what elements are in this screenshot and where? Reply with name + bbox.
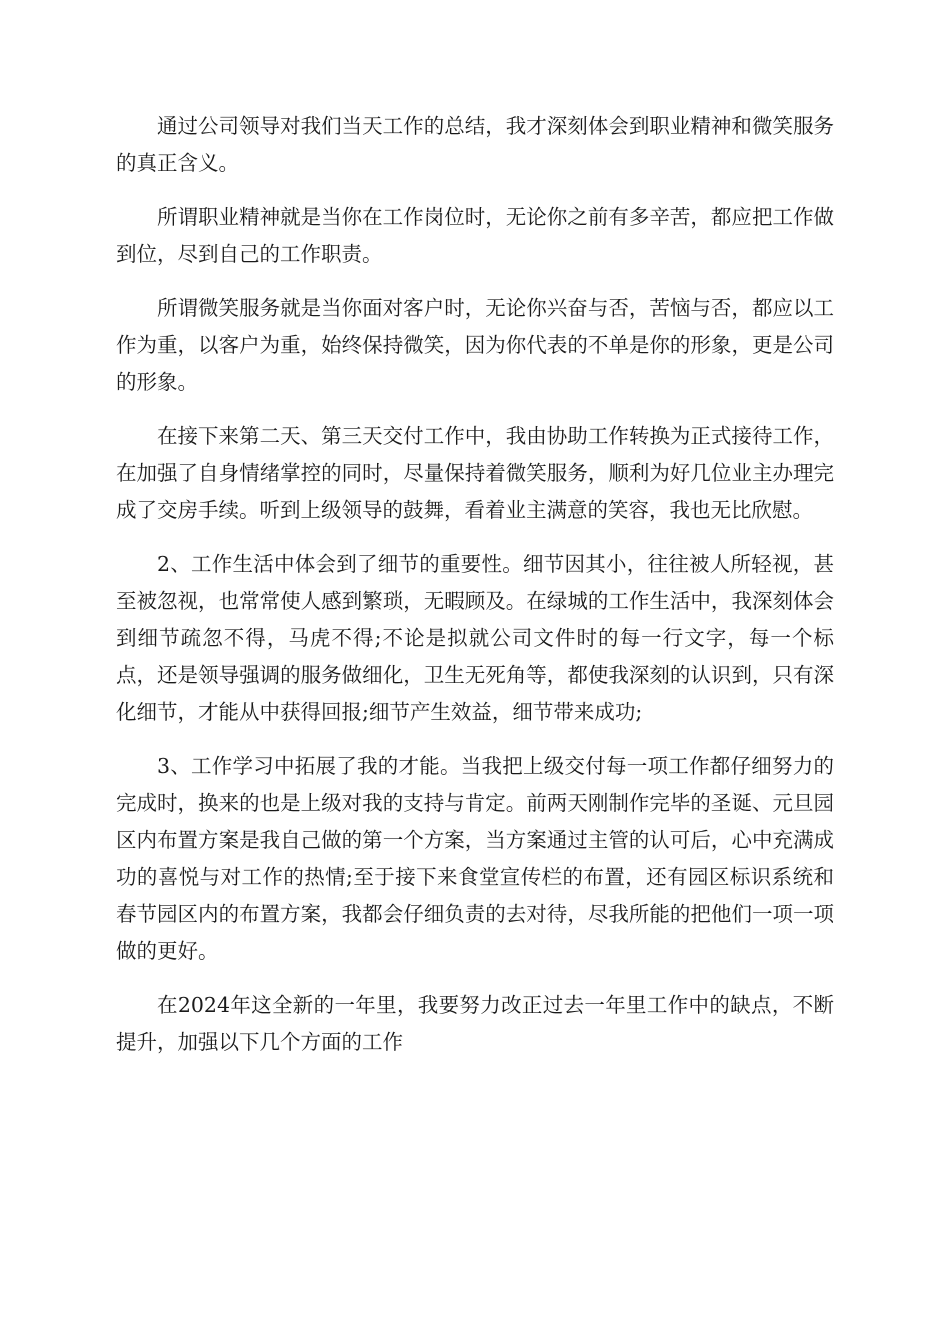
paragraph-1: 通过公司领导对我们当天工作的总结，我才深刻体会到职业精神和微笑服务的真正含义。 — [116, 114, 834, 175]
paragraph-5: 2、工作生活中体会到了细节的重要性。细节因其小，往往被人所轻视，甚至被忽视，也常常使人感到繁琐，无暇顾及。在绿城的工作生活中，我深刻体会到细节疏忽不得，马虎不得;不论是拟就公司文件时的每一行文字，每一个标点，还是领导强调的服务做细化，卫生无死角等，都使我深刻的认识到，只有深化细节，才能从中获得回报;细节产生效益，细节带来成功; — [116, 552, 834, 724]
paragraph-2: 所谓职业精神就是当你在工作岗位时，无论你之前有多辛苦，都应把工作做到位，尽到自己的工作职责。 — [116, 205, 834, 266]
paragraph-7: 在2024年这全新的一年里，我要努力改正过去一年里工作中的缺点，不断提升，加强以下几个方面的工作 — [116, 993, 834, 1054]
paragraph-3: 所谓微笑服务就是当你面对客户时，无论你兴奋与否，苦恼与否，都应以工作为重，以客户为重，始终保持微笑，因为你代表的不单是你的形象，更是公司的形象。 — [116, 296, 834, 394]
paragraph-6: 3、工作学习中拓展了我的才能。当我把上级交付每一项工作都仔细努力的完成时，换来的也是上级对我的支持与肯定。前两天刚制作完毕的圣诞、元旦园区内布置方案是我自己做的第一个方案，当方案通过主管的认可后，心中充满成功的喜悦与对工作的热情;至于接下来食堂宣传栏的布置，还有园区标识系统和春节园区内的布置方案，我都会仔细负责的去对待，尽我所能的把他们一项一项做的更好。 — [116, 754, 834, 963]
paragraph-4: 在接下来第二天、第三天交付工作中，我由协助工作转换为正式接待工作，在加强了自身情绪掌控的同时，尽量保持着微笑服务，顺利为好几位业主办理完成了交房手续。听到上级领导的鼓舞，看着业主满意的笑容，我也无比欣慰。 — [116, 424, 834, 522]
document-body — [116, 108, 834, 1078]
